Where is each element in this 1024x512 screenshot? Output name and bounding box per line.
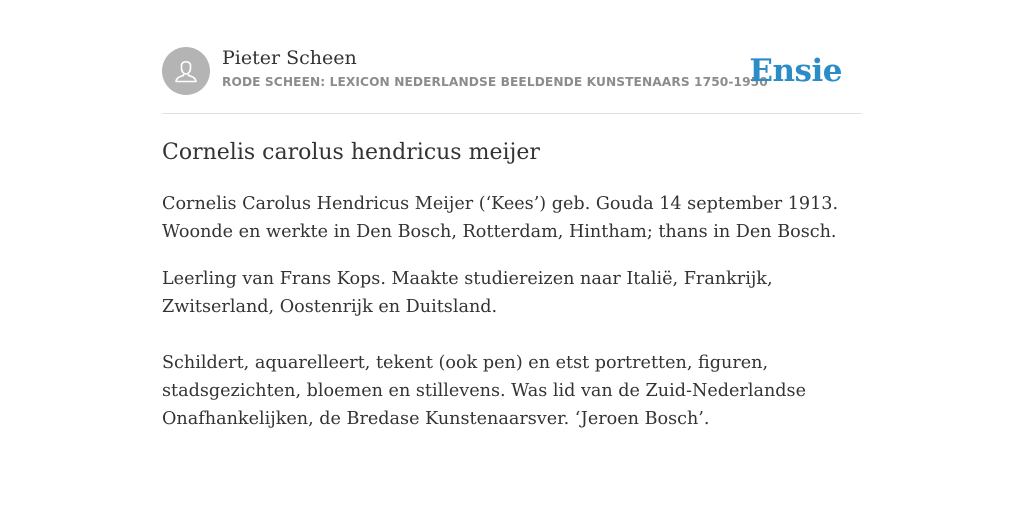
article-card [162,46,862,429]
article-paragraph: Schildert, aquarelleert, tekent (ook pen) en etst portretten, figuren, stadsgezichten, bloemen en stillevens. Was lid van de Zuid-Nederlandse Onafhankelijken, de Bredase Kunstenaarsver. ‘Jeroen Bosch’. [162,353,806,429]
author-name[interactable]: Pieter Scheen [222,47,357,69]
ensie-logo[interactable]: Ensie [749,53,842,89]
article-paragraph: Cornelis Carolus Hendricus Meijer (‘Kees’) geb. Gouda 14 september 1913. Woonde en werkte in Den Bosch, Rotterdam, Hintham; thans in Den Bosch. [162,194,839,242]
user-icon [162,47,210,95]
article-header [162,46,862,114]
source-title[interactable]: RODE SCHEEN: LEXICON NEDERLANDSE BEELDENDE KUNSTENAARS 1750-1950 [222,75,768,89]
author-avatar[interactable] [162,47,210,95]
article-paragraph: Leerling van Frans Kops. Maakte studiereizen naar Italië, Frankrijk, Zwitserland, Oostenrijk en Duitsland. [162,269,773,317]
article-title: Cornelis carolus hendricus meijer [162,140,540,165]
